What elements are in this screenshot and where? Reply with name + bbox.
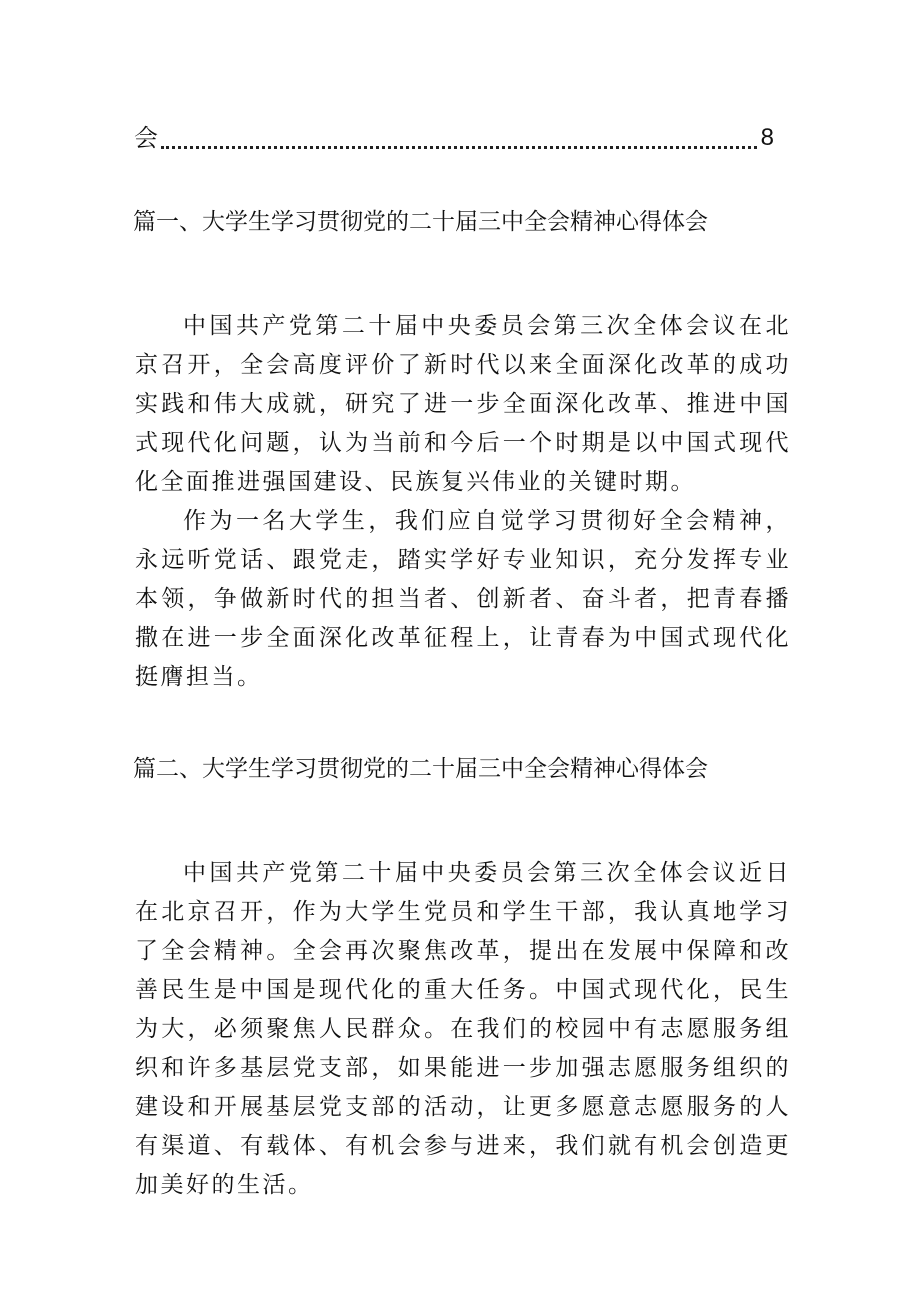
- section-body: [135, 307, 791, 697]
- toc-dot-leader: [161, 146, 757, 149]
- section-body: [135, 854, 791, 1205]
- toc-page-number: 8: [760, 124, 774, 151]
- paragraph: 中国共产党第二十届中央委员会第三次全体会议近日在北京召开，作为大学生党员和学生干部，我认真地学习了全会精神。全会再次聚焦改革，提出在发展中保障和改善民生是中国是现代化的重大任务。中国式现代化，民生为大，必须聚焦人民群众。在我们的校园中有志愿服务组织和许多基层党支部，如果能进一步加强志愿服务组织的建设和开展基层党支部的活动，让更多愿意志愿服务的人有渠道、有载体、有机会参与进来，我们就有机会创造更加美好的生活。: [135, 860, 791, 1198]
- toc-entry[interactable]: [134, 118, 774, 158]
- paragraph: 作为一名大学生，我们应自觉学习贯彻好全会精神，永远听党话、跟党走，踏实学好专业知识，充分发挥专业本领，争做新时代的担当者、创新者、奋斗者，把青春播撒在进一步全面深化改革征程上，让青春为中国式现代化挺膺担当。: [135, 508, 791, 690]
- paragraph: 中国共产党第二十届中央委员会第三次全体会议在北京召开，全会高度评价了新时代以来全面深化改革的成功实践和伟大成就，研究了进一步全面深化改革、推进中国式现代化问题，认为当前和今后一个时期是以中国式现代化全面推进强国建设、民族复兴伟业的关键时期。: [135, 313, 791, 495]
- toc-entry-text: 会: [134, 124, 158, 152]
- section-heading: 篇一、大学生学习贯彻党的二十届三中全会精神心得体会: [133, 209, 708, 235]
- section-heading: 篇二、大学生学习贯彻党的二十届三中全会精神心得体会: [133, 756, 708, 782]
